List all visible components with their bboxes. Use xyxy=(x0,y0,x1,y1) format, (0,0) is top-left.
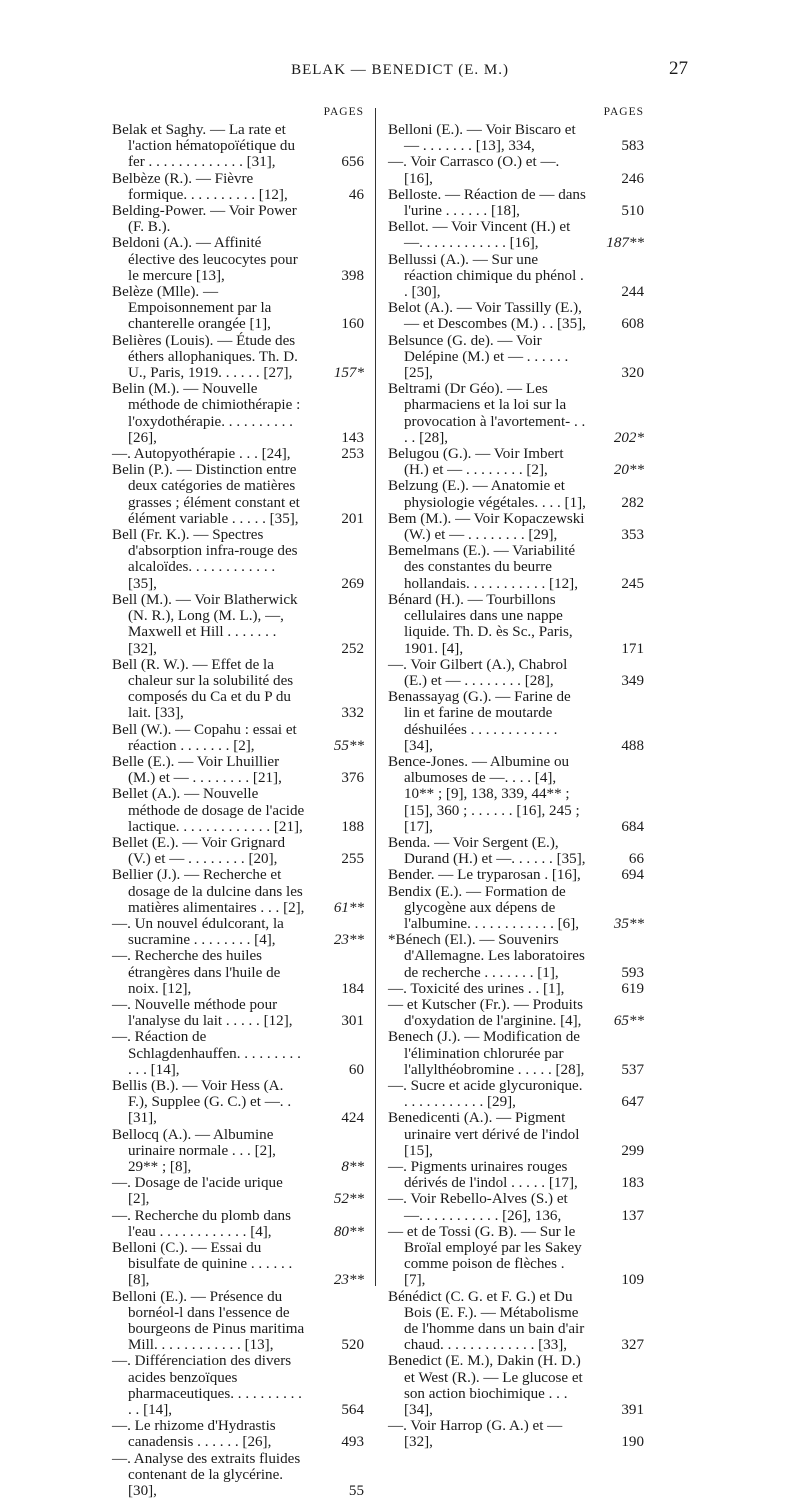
entry-page: 66 xyxy=(628,851,644,868)
entry-page: 252 xyxy=(341,640,364,657)
entry-page: 332 xyxy=(341,705,364,722)
index-entry xyxy=(112,722,364,754)
entry-page: 619 xyxy=(621,980,644,997)
index-entry xyxy=(112,1418,364,1450)
entry-text: Belbèze (R.). — Fièvre formique. . . . . . . . . . [12], xyxy=(112,170,288,203)
entry-page: 376 xyxy=(341,770,364,787)
entry-page: 55 xyxy=(348,1483,364,1499)
entry-text: Bellot. — Voir Vincent (H.) et —. . . . . . . . . . . . [16], xyxy=(388,219,571,252)
index-entry xyxy=(112,1078,364,1127)
entry-text: Bell (R. W.). — Effet de la chaleur sur la solubilité des composés du Ca et du P du lait. [33], xyxy=(112,656,294,722)
entry-page: 694 xyxy=(621,867,644,884)
entry-text: — et Kutscher (Fr.). — Produits d'oxydation de l'arginine. [4], xyxy=(388,996,583,1030)
entry-page: 510 xyxy=(621,203,644,220)
entry-text: Belin (P.). — Distinction entre deux catégories de matières grasses ; élément constant et élément variable . . . . . [35], xyxy=(112,462,300,527)
entry-text: Bem (M.). — Voir Kopaczewski (W.) et — . . . . . . . . [29], xyxy=(388,510,585,544)
index-entry xyxy=(112,1208,364,1240)
index-entry xyxy=(388,1078,644,1110)
entry-page: 564 xyxy=(341,1402,364,1419)
entry-page: 647 xyxy=(621,1094,644,1111)
entry-page: 55** xyxy=(333,737,364,754)
index-entry xyxy=(388,754,644,835)
entry-text: — et de Tossi (G. B). — Sur le Broïal employé par les Sakey comme poison de flèches . [7], xyxy=(388,1223,582,1289)
index-entry xyxy=(112,1175,364,1207)
entry-text: Bell (W.). — Copahu : essai et réaction . . . . . . . [2], xyxy=(112,721,297,754)
index-entry xyxy=(112,171,364,203)
index-entry xyxy=(388,478,644,510)
pages-header-right: PAGES xyxy=(603,106,644,118)
entry-text: Benedict (E. M.), Dakin (H. D.) et West (R.). — Le glucose et son action biochimique . . . [34], xyxy=(388,1353,583,1419)
index-entry xyxy=(388,300,644,332)
right-column xyxy=(388,104,644,1451)
entry-page: 327 xyxy=(621,1337,644,1354)
index-entry xyxy=(112,446,364,462)
page-number: 27 xyxy=(669,58,688,79)
entry-page: 244 xyxy=(621,284,644,301)
entry-text: Belugou (G.). — Voir Imbert (H.) et — . . . . . . . . [2], xyxy=(388,446,564,479)
index-entry xyxy=(388,511,644,543)
index-entry xyxy=(388,981,644,997)
index-entry xyxy=(388,1418,644,1450)
entry-text: Belzung (E.). — Anatomie et physiologie végétales. . . . [1], xyxy=(388,478,586,511)
entry-text: Bellis (B.). — Voir Hess (A. F.), Supplee (G. C.) et —. . [31], xyxy=(112,1077,292,1127)
index-entry xyxy=(388,1110,644,1159)
index-entry xyxy=(112,997,364,1029)
entry-page: 301 xyxy=(341,1013,364,1030)
index-entry xyxy=(112,1289,364,1354)
index-entry xyxy=(112,867,364,916)
index-entry xyxy=(388,835,644,867)
entry-text: Bemelmans (E.). — Variabilité des constantes du beurre hollandais. . . . . . . . . . . [12], xyxy=(388,543,578,592)
index-entry xyxy=(388,219,644,251)
entry-text: Bell (Fr. K.). — Spectres d'absorption infra-rouge des alcaloïdes. . . . . . . . . . . . [35], xyxy=(112,527,298,592)
index-entry xyxy=(388,333,644,382)
entry-text: Belières (Louis). — Étude des éthers allophaniques. Th. D. U., Paris, 1919. . . . . . [27], xyxy=(112,332,298,382)
entry-text: —. Différenciation des divers acides benzoïques pharmaceutiques. . . . . . . . . . . . [14], xyxy=(112,1353,302,1419)
entry-page: 246 xyxy=(621,170,644,187)
entry-page: 60 xyxy=(348,1061,364,1078)
pages-header-left: PAGES xyxy=(323,106,364,118)
entry-text: Bell (M.). — Voir Blatherwick (N. R.), Long (M. L.), —, Maxwell et Hill . . . . . . . [32], xyxy=(112,591,298,657)
index-entry xyxy=(112,462,364,527)
entry-text: —. Recherche des huiles étrangères dans l'huile de noix. [12], xyxy=(112,948,281,997)
index-entry xyxy=(112,948,364,997)
entry-text: —. Nouvelle méthode pour l'analyse du lait . . . . . [12], xyxy=(112,996,293,1030)
index-entry xyxy=(388,997,644,1029)
entry-text: Belding-Power. — Voir Power (F. B.). xyxy=(112,203,297,236)
index-entry xyxy=(112,592,364,657)
entry-page: 656 xyxy=(341,154,364,171)
entry-page: 282 xyxy=(621,494,644,511)
index-entry xyxy=(112,381,364,446)
entry-page: 398 xyxy=(341,267,364,284)
entry-page: 353 xyxy=(621,527,644,544)
entry-text: Belloni (E.). — Voir Biscaro et — . . . . . . . [13], 334, xyxy=(388,122,576,155)
entry-page: 23** xyxy=(333,932,364,949)
entry-text: Bellet (E.). — Voir Grignard (V.) et — . . . . . . . . [20], xyxy=(112,834,285,868)
index-entry xyxy=(388,154,644,186)
entry-page: 157* xyxy=(333,365,364,382)
index-entry xyxy=(112,657,364,722)
entry-page: 255 xyxy=(341,851,364,868)
index-entry xyxy=(388,1191,644,1223)
entry-text: —. Voir Carrasco (O.) et —. [16], xyxy=(388,154,560,187)
entry-page: 183 xyxy=(621,1175,644,1192)
entry-page: 493 xyxy=(341,1434,364,1451)
entry-page: 109 xyxy=(621,1272,644,1289)
entry-page: 684 xyxy=(621,818,644,835)
entry-page: 583 xyxy=(621,138,644,155)
index-entry xyxy=(112,284,364,333)
index-entry xyxy=(388,1353,644,1418)
entry-page: 52** xyxy=(333,1191,364,1208)
entry-page: 299 xyxy=(621,1142,644,1159)
entry-text: —. Analyse des extraits fluides contenant de la glycérine. [30], xyxy=(112,1450,301,1499)
entry-text: Belak et Saghy. — La rate et l'action hématopoïétique du fer . . . . . . . . . . . . . [31], xyxy=(112,122,296,171)
index-entry xyxy=(112,835,364,867)
entry-text: Beldoni (A.). — Affinité élective des leucocytes pour le mercure [13], xyxy=(112,235,298,284)
index-entry xyxy=(388,543,644,592)
entry-text: Belloni (C.). — Essai du bisulfate de quinine . . . . . . [8], xyxy=(112,1240,293,1289)
entry-text: —. Pigments urinaires rouges dérivés de l'indol . . . . . [17], xyxy=(388,1159,578,1192)
entry-page: 188 xyxy=(341,818,364,835)
index-entry xyxy=(388,1159,644,1191)
index-entry xyxy=(112,333,364,382)
entry-page: 202* xyxy=(613,429,644,446)
entry-text: Bender. — Le tryparosan . [16], xyxy=(388,867,581,884)
entry-text: Benda. — Voir Sergent (E.), Durand (H.) et —. . . . . . [35], xyxy=(388,834,586,868)
entry-text: Bellocq (A.). — Albumine urinaire normale . . . [2], 29** ; [8], xyxy=(112,1126,276,1175)
entry-page: 190 xyxy=(621,1434,644,1451)
index-entry xyxy=(112,122,364,171)
index-entry xyxy=(388,592,644,657)
entry-page: 424 xyxy=(341,1110,364,1127)
entry-page: 65** xyxy=(613,1013,644,1030)
index-entry xyxy=(112,1240,364,1289)
entry-text: Bénédict (C. G. et F. G.) et Du Bois (E. F.). — Métabolisme de l'homme dans un bain d'air chaud. . . . . . . . . . . . . [33], xyxy=(388,1288,585,1354)
entry-page: 391 xyxy=(621,1402,644,1419)
entry-page: 537 xyxy=(621,1061,644,1078)
index-entry xyxy=(388,122,644,154)
entry-text: *Bénech (El.). — Souvenirs d'Allemagne. Les laboratoires de recherche . . . . . . . [1], xyxy=(388,932,585,981)
column-divider xyxy=(375,108,376,1286)
running-head: BELAK — BENEDICT (E. M.) xyxy=(291,62,509,78)
entry-page: 184 xyxy=(341,980,364,997)
entry-text: —. Dosage de l'acide urique [2], xyxy=(112,1175,283,1208)
entry-text: Belèze (Mlle). — Empoisonnement par la chanterelle orangée [1], xyxy=(112,284,272,333)
index-entry xyxy=(112,203,364,235)
entry-text: Benech (J.). — Modification de l'élimination chlorurée par l'allylthéobromine . . . . . [28], xyxy=(388,1029,585,1078)
index-entry xyxy=(112,1127,364,1176)
entry-text: —. Sucre et acide glycuronique. . . . . . . . . . . . [29], xyxy=(388,1077,583,1111)
entry-text: Belloni (E.). — Présence du bornéol-l dans l'essence de bourgeons de Pinus maritima Mill. . . . . . . . . . . . [13], xyxy=(112,1288,305,1354)
entry-text: —. Voir Harrop (G. A.) et — [32], xyxy=(388,1418,563,1451)
entry-text: Benedicenti (A.). — Pigment urinaire vert dérivé de l'indol [15], xyxy=(388,1110,580,1159)
entry-page: 593 xyxy=(621,964,644,981)
index-entry xyxy=(112,527,364,592)
entry-page: 137 xyxy=(621,1207,644,1224)
entry-page: 171 xyxy=(621,640,644,657)
index-entry xyxy=(112,1029,364,1078)
entry-text: —. Recherche du plomb dans l'eau . . . . . . . . . . . . [4], xyxy=(112,1207,291,1240)
index-entry xyxy=(112,1353,364,1418)
index-entry xyxy=(388,187,644,219)
entry-page: 269 xyxy=(341,575,364,592)
index-entry xyxy=(388,1289,644,1354)
index-entry xyxy=(388,252,644,301)
entry-page: 46 xyxy=(348,186,364,203)
entry-page: 20** xyxy=(613,462,644,479)
entry-page: 61** xyxy=(333,899,364,916)
entry-text: Beltrami (Dr Géo). — Les pharmaciens et la loi sur la provocation à l'avortement- . . . . [28], xyxy=(388,381,586,446)
entry-text: Benassayag (G.). — Farine de lin et farine de moutarde déshuilées . . . . . . . . . . . . [34], xyxy=(388,689,571,754)
index-entry xyxy=(388,932,644,981)
left-column xyxy=(112,104,364,1499)
entry-page: 608 xyxy=(621,316,644,333)
entry-text: —. Autopyothérapie . . . [24], xyxy=(112,446,291,463)
entry-text: Belot (A.). — Voir Tassilly (E.), — et Descombes (M.) . . [35], xyxy=(388,300,586,333)
index-entry xyxy=(388,1224,644,1289)
entry-page: 80** xyxy=(333,1223,364,1240)
index-entry xyxy=(388,381,644,446)
entry-page: 201 xyxy=(341,510,364,527)
entry-text: Belloste. — Réaction de — dans l'urine . . . . . . [18], xyxy=(388,186,586,220)
entry-text: Bence-Jones. — Albumine ou albumoses de —. . . . [4], 10** ; [9], 138, 339, 44** ; [15], 360 ; . . . . . . [16], 245 ; [17], xyxy=(388,753,580,835)
entry-text: Belsunce (G. de). — Voir Delépine (M.) et — . . . . . . [25], xyxy=(388,332,569,382)
entry-text: Bellussi (A.). — Sur une réaction chimique du phénol . . [30], xyxy=(388,251,584,301)
entry-text: —. Voir Gilbert (A.), Chabrol (E.) et — . . . . . . . . [28], xyxy=(388,656,568,689)
entry-page: 143 xyxy=(341,429,364,446)
index-entry xyxy=(112,235,364,284)
index-entry xyxy=(388,884,644,933)
entry-text: Belin (M.). — Nouvelle méthode de chimiothérapie : l'oxydothérapie. . . . . . . . . . [26], xyxy=(112,381,301,446)
entry-text: —. Toxicité des urines . . [1], xyxy=(388,980,565,997)
index-entry xyxy=(388,657,644,689)
entry-text: Bendix (E.). — Formation de glycogène aux dépens de l'albumine. . . . . . . . . . . . [6], xyxy=(388,883,580,932)
entry-page: 35** xyxy=(613,915,644,932)
index-entry xyxy=(112,754,364,786)
entry-page: 8** xyxy=(341,1159,364,1175)
index-entry xyxy=(112,786,364,835)
entry-text: —. Un nouvel édulcorant, la sucramine . . . . . . . . [4], xyxy=(112,915,284,949)
entry-page: 187** xyxy=(606,235,644,252)
entry-text: Bellier (J.). — Recherche et dosage de la dulcine dans les matières alimentaires . . . [2], xyxy=(112,867,305,916)
entry-text: Bellet (A.). — Nouvelle méthode de dosage de l'acide lactique. . . . . . . . . . . . . [21], xyxy=(112,786,305,835)
entry-page: 245 xyxy=(621,575,644,592)
entry-text: Belle (E.). — Voir Lhuillier (M.) et — . . . . . . . . [21], xyxy=(112,753,282,787)
entry-page: 349 xyxy=(621,672,644,689)
entry-text: —. Le rhizome d'Hydrastis canadensis . . . . . . [26], xyxy=(112,1418,276,1451)
entry-page: 160 xyxy=(341,316,364,333)
index-entry xyxy=(112,916,364,948)
entry-page: 253 xyxy=(341,446,364,463)
index-entry xyxy=(388,867,644,883)
entry-text: —. Réaction de Schlagdenhauffen. . . . . . . . . . . . [14], xyxy=(112,1029,301,1078)
entry-page: 320 xyxy=(621,365,644,382)
index-entry xyxy=(388,446,644,478)
entry-page: 520 xyxy=(341,1337,364,1354)
index-entry xyxy=(388,689,644,754)
entry-page: 23** xyxy=(333,1272,364,1289)
entry-page: 488 xyxy=(621,737,644,754)
index-entry xyxy=(112,1451,364,1499)
entry-text: Bénard (H.). — Tourbillons cellulaires dans une nappe liquide. Th. D. ès Sc., Paris, 1901. [4], xyxy=(388,591,573,657)
index-entry xyxy=(388,1029,644,1078)
entry-text: —. Voir Rebello-Alves (S.) et —. . . . . . . . . . . [26], 136, xyxy=(388,1191,568,1224)
